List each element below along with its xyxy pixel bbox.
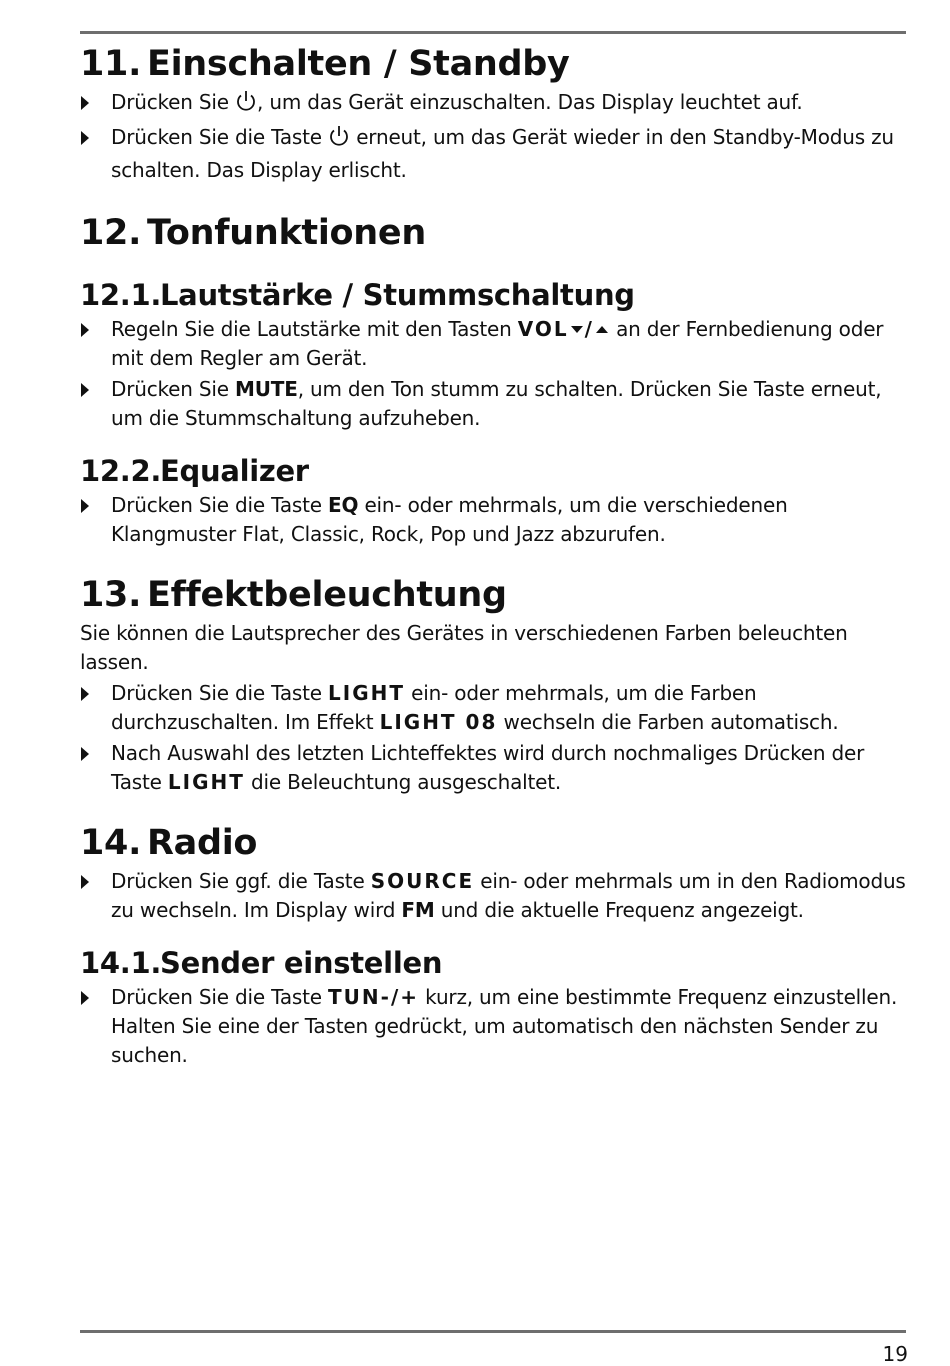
heading-number: 12. (80, 213, 142, 253)
heading-radio (80, 819, 906, 867)
heading-tonfunktionen (80, 209, 906, 257)
list-item: Regeln Sie die Lautstärke mit den Tasten VOL / an der Fernbedienung oder mit dem Regler am Gerät. (80, 315, 906, 373)
key-label: EQ (328, 493, 359, 517)
top-rule (80, 31, 906, 34)
heading-number: 14. (80, 823, 142, 863)
volume-down-icon (571, 326, 583, 333)
list-item: Drücken Sie die Taste erneut, um das Gerät wieder in den Standby-Modus zu schalten. Das Display erlischt. (80, 123, 906, 185)
heading-title: Effektbeleuchtung (147, 575, 507, 615)
list-item: Drücken Sie die Taste TUN-/+ kurz, um eine bestimmte Frequenz einzustellen. Halten Sie eine der Tasten gedrückt, um automatisch den nächsten Sender zu suchen. (80, 983, 906, 1070)
volume-up-icon (596, 326, 608, 333)
heading-number: 11. (80, 44, 142, 84)
heading-number: 14.1. (80, 946, 162, 980)
heading-title: Lautstärke / Stummschaltung (160, 278, 635, 312)
heading-effektbeleuchtung (80, 571, 906, 619)
key-label: MUTE (235, 377, 298, 401)
key-label: TUN-/+ (328, 985, 420, 1009)
heading-equalizer (80, 451, 906, 491)
heading-lautstaerke (80, 275, 906, 315)
heading-number: 12.2. (80, 454, 162, 488)
bullet-arrow-icon (81, 991, 89, 1005)
heading-sender-einstellen (80, 943, 906, 983)
heading-title: Tonfunktionen (147, 213, 426, 253)
key-label: LIGHT (167, 770, 245, 794)
key-label: SOURCE (370, 869, 475, 893)
bullet-arrow-icon (81, 687, 89, 701)
heading-title: Radio (147, 823, 258, 863)
list-item: Drücken Sie , um das Gerät einzuschalten. Das Display leuchtet auf. (80, 88, 906, 121)
heading-title: Einschalten / Standby (147, 44, 570, 84)
bullet-arrow-icon (81, 96, 89, 110)
heading-einschalten-standby (80, 40, 906, 88)
list-item: Drücken Sie ggf. die Taste SOURCE ein- oder mehrmals um in den Radiomodus zu wechseln. Im Display wird FM und die aktuelle Frequenz angezeigt. (80, 867, 906, 925)
heading-title: Equalizer (160, 454, 309, 488)
bottom-rule (80, 1330, 906, 1333)
paragraph-intro: Sie können die Lautsprecher des Gerätes in verschiedenen Farben beleuchten lassen. (80, 621, 848, 674)
power-icon (328, 124, 350, 156)
list-item: Drücken Sie MUTE, um den Ton stumm zu schalten. Drücken Sie Taste erneut, um die Stummschaltung aufzuheben. (80, 375, 906, 433)
heading-title: Sender einstellen (160, 946, 443, 980)
heading-number: 13. (80, 575, 142, 615)
bullet-arrow-icon (81, 499, 89, 513)
key-label: VOL (517, 317, 569, 341)
bullet-arrow-icon (81, 747, 89, 761)
bullet-arrow-icon (81, 131, 89, 145)
list-item: Drücken Sie die Taste LIGHT ein- oder mehrmals, um die Farben durchzuschalten. Im Effekt LIGHT 08 wechseln die Farben automatisch. (80, 679, 906, 737)
list-item: Nach Auswahl des letzten Lichteffektes wird durch nochmaliges Drücken der Taste LIGHT die Beleuchtung ausgeschaltet. (80, 739, 906, 797)
bullet-arrow-icon (81, 383, 89, 397)
key-label: LIGHT (328, 681, 406, 705)
bullet-arrow-icon (81, 323, 89, 337)
list-item: Drücken Sie die Taste EQ ein- oder mehrmals, um die verschiedenen Klangmuster Flat, Classic, Rock, Pop und Jazz abzurufen. (80, 491, 906, 549)
heading-number: 12.1. (80, 278, 162, 312)
key-label: FM (401, 898, 435, 922)
power-icon (235, 89, 257, 121)
bullet-arrow-icon (81, 875, 89, 889)
key-label: LIGHT 08 (379, 710, 498, 734)
page-content (80, 36, 906, 1070)
page-number: 19 (882, 1342, 908, 1366)
